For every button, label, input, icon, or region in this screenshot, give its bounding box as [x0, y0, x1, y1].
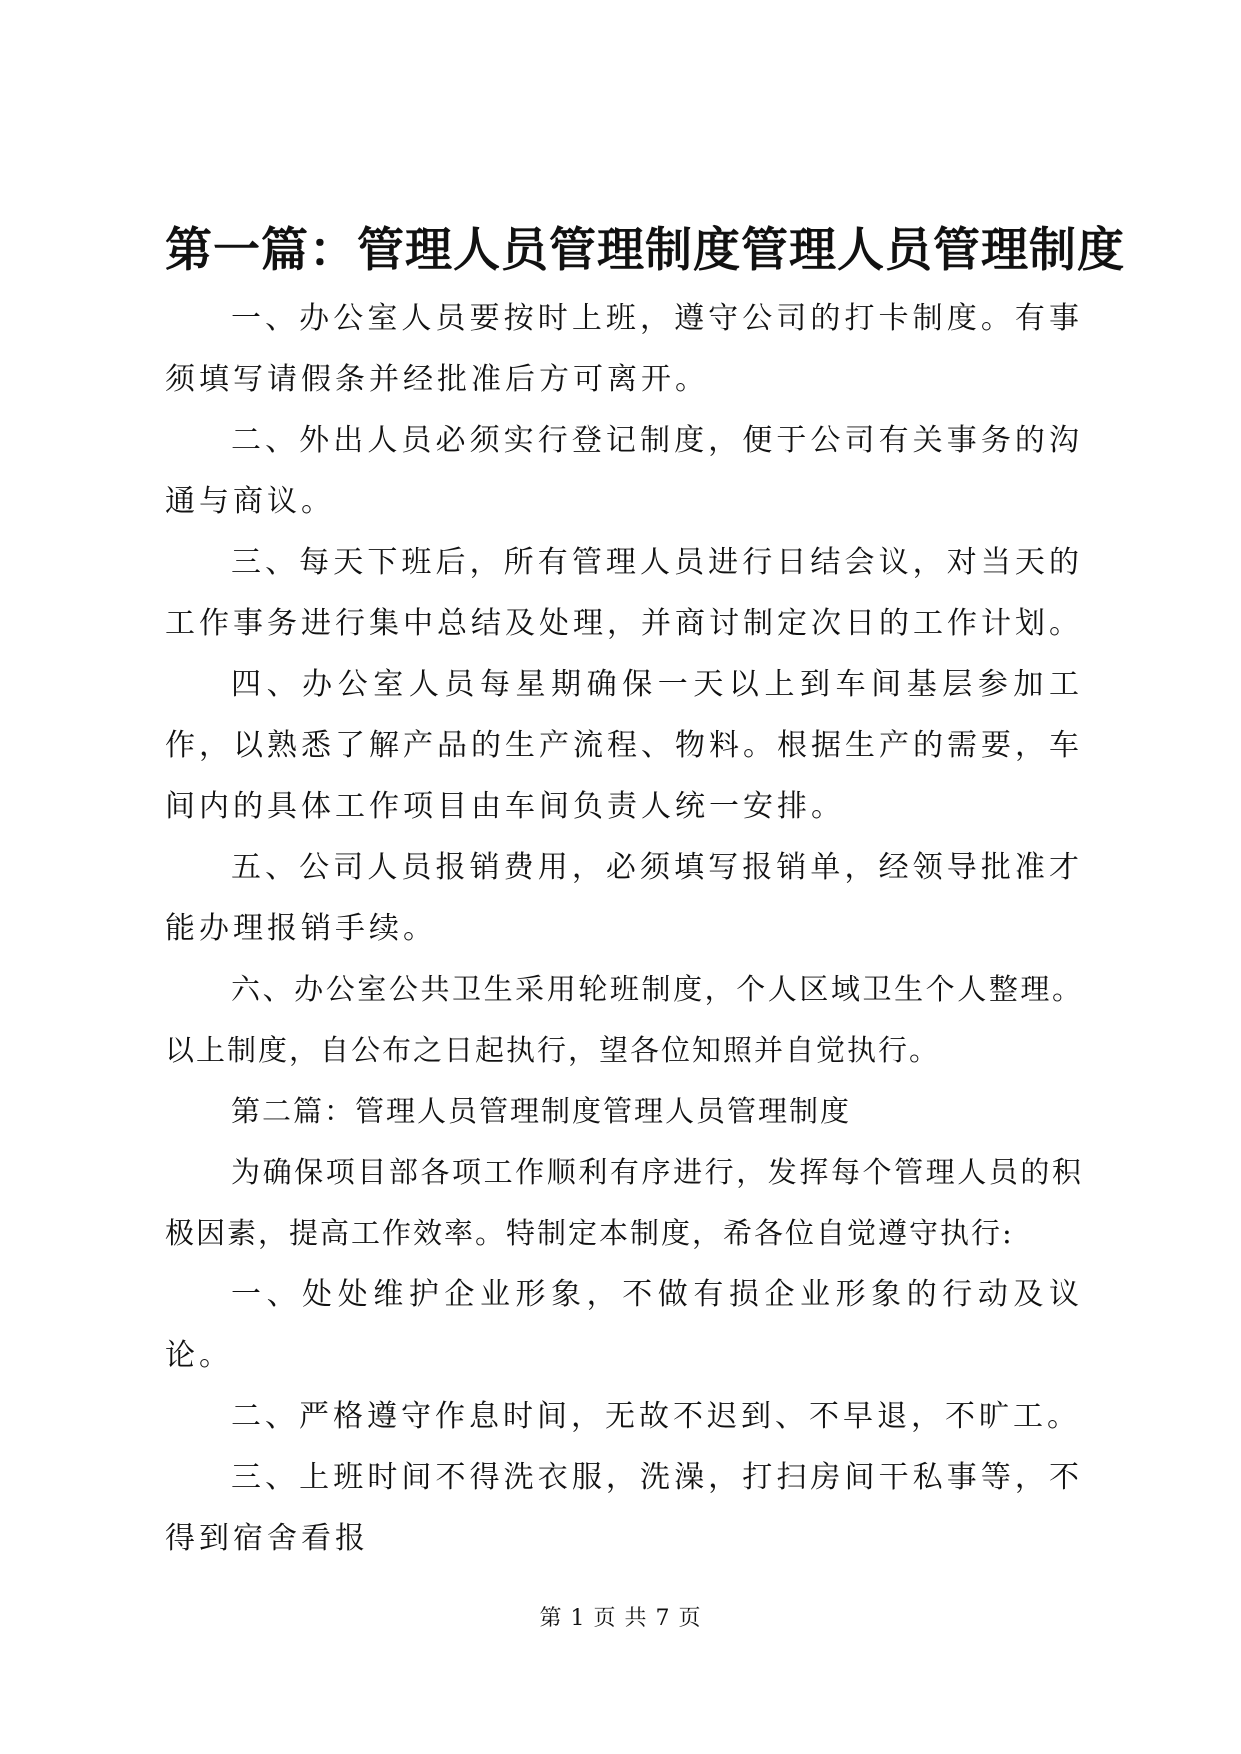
- paragraph-4: 四、办公室人员每星期确保一天以上到车间基层参加工作，以熟悉了解产品的生产流程、物料。根据生产的需要，车间内的具体工作项目由车间负责人统一安排。: [165, 667, 1083, 824]
- paragraph-9: 一、处处维护企业形象，不做有损企业形象的行动及议论。: [165, 1277, 1083, 1373]
- document-body: [165, 220, 1125, 1569]
- paragraph-5: 五、公司人员报销费用，必须填写报销单，经领导批准才能办理报销手续。: [165, 850, 1083, 946]
- paragraph-11: 三、上班时间不得洗衣服，洗澡，打扫房间干私事等，不得到宿舍看报: [165, 1460, 1083, 1556]
- paragraph-8: 为确保项目部各项工作顺利有序进行，发挥每个管理人员的积极因素，提高工作效率。特制定本制度，希各位自觉遵守执行:: [165, 1155, 1083, 1250]
- section-two-heading: 第二篇：管理人员管理制度管理人员管理制度: [231, 1094, 852, 1128]
- paragraph-1: 一、办公室人员要按时上班，遵守公司的打卡制度。有事须填写请假条并经批准后方可离开。: [165, 301, 1083, 397]
- paragraph-2: 二、外出人员必须实行登记制度，便于公司有关事务的沟通与商议。: [165, 423, 1083, 519]
- page-footer: 第 1 页 共 7 页: [539, 1606, 702, 1631]
- paragraph-3: 三、每天下班后，所有管理人员进行日结会议，对当天的工作事务进行集中总结及处理，并商讨制定次日的工作计划。: [165, 545, 1083, 641]
- document-title: 第一篇：管理人员管理制度管理人员管理制度: [165, 223, 1125, 278]
- paragraph-6: 六、办公室公共卫生采用轮班制度，个人区域卫生个人整理。以上制度，自公布之日起执行，望各位知照并自觉执行。: [165, 972, 1083, 1067]
- paragraph-10: 二、严格遵守作息时间，无故不迟到、不早退，不旷工。: [231, 1399, 1081, 1434]
